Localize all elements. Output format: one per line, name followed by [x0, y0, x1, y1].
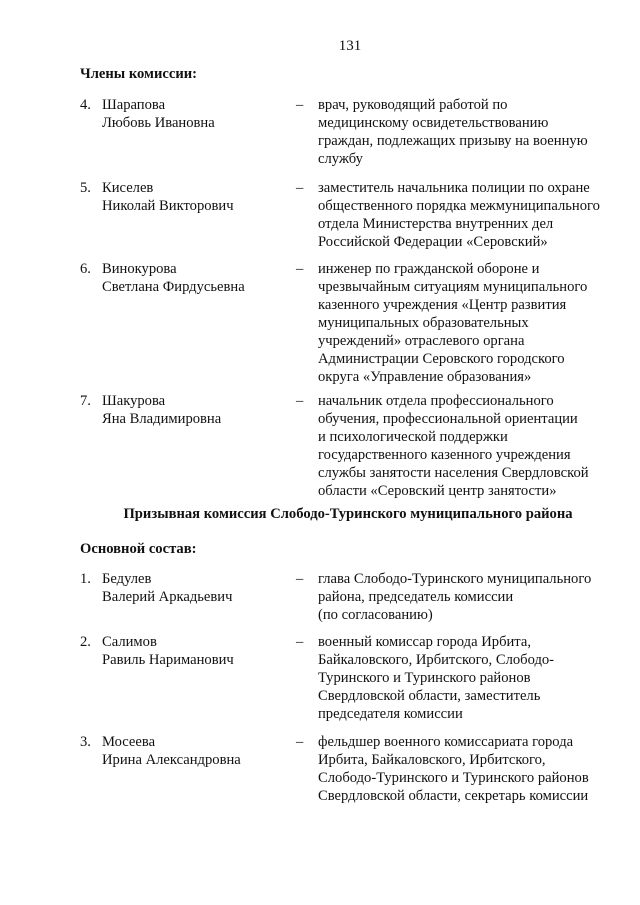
item-number: 1.: [80, 571, 91, 587]
person-name: [102, 733, 292, 769]
position-line: (по согласованию): [318, 607, 433, 623]
position-line: отдела Министерства внутренних дел: [318, 216, 554, 232]
person-position: [318, 733, 618, 805]
position-line: Российской Федерации «Серовский»: [318, 234, 548, 250]
position-line: округа «Управление образования»: [318, 369, 532, 385]
members-heading: Члены комиссии:: [80, 66, 198, 82]
person-given-name: Ирина Александровна: [102, 752, 241, 768]
position-line: области «Серовский центр занятости»: [318, 483, 557, 499]
position-line: государственного казенного учреждения: [318, 447, 571, 463]
position-line: службу: [318, 151, 363, 167]
item-number: 5.: [80, 180, 91, 196]
position-line: казенного учреждения «Центр развития: [318, 297, 567, 313]
person-surname: Киселев: [102, 180, 154, 196]
dash-separator: –: [296, 571, 304, 587]
position-line: Администрации Серовского городского: [318, 351, 565, 367]
position-line: медицинскому освидетельствованию: [318, 115, 549, 131]
item-number: 6.: [80, 261, 91, 277]
main-composition-heading: Основной состав:: [80, 541, 197, 557]
item-number: 3.: [80, 734, 91, 750]
person-surname: Шакурова: [102, 393, 166, 409]
person-surname: Бедулев: [102, 571, 152, 587]
dash-separator: –: [296, 97, 304, 113]
person-position: [318, 96, 618, 168]
dash-separator: –: [296, 734, 304, 750]
person-name: [102, 260, 292, 296]
position-line: начальник отдела профессионального: [318, 393, 554, 409]
position-line: обучения, профессиональной ориентации: [318, 411, 578, 427]
dash-separator: –: [296, 180, 304, 196]
dash-separator: –: [296, 634, 304, 650]
position-line: и психологической поддержки: [318, 429, 508, 445]
person-surname: Мосеева: [102, 734, 156, 750]
position-line: общественного порядка межмуниципального: [318, 198, 600, 214]
person-name: [102, 392, 292, 428]
position-line: Байкаловского, Ирбитского, Слободо-: [318, 652, 555, 668]
person-given-name: Светлана Фирдусьевна: [102, 279, 245, 295]
person-surname: Салимов: [102, 634, 157, 650]
person-position: [318, 179, 618, 251]
page-number: 131: [338, 38, 362, 54]
item-number: 2.: [80, 634, 91, 650]
person-name: [102, 633, 292, 669]
position-line: глава Слободо-Туринского муниципального: [318, 571, 592, 587]
dash-separator: –: [296, 261, 304, 277]
position-line: муниципальных образовательных: [318, 315, 529, 331]
position-line: Ирбита, Байкаловского, Ирбитского,: [318, 752, 546, 768]
position-line: граждан, подлежащих призыву на военную: [318, 133, 588, 149]
item-number: 7.: [80, 393, 91, 409]
position-line: военный комиссар города Ирбита,: [318, 634, 531, 650]
position-line: фельдшер военного комиссариата города: [318, 734, 574, 750]
person-position: [318, 570, 618, 624]
person-position: [318, 260, 618, 386]
person-given-name: Николай Викторович: [102, 198, 234, 214]
position-line: Свердловской области, секретарь комиссии: [318, 788, 589, 804]
person-name: [102, 570, 292, 606]
position-line: председателя комиссии: [318, 706, 463, 722]
position-line: района, председатель комиссии: [318, 589, 514, 605]
person-surname: Винокурова: [102, 261, 177, 277]
item-number: 4.: [80, 97, 91, 113]
dash-separator: –: [296, 393, 304, 409]
position-line: службы занятости населения Свердловской: [318, 465, 589, 481]
position-line: Свердловской области, заместитель: [318, 688, 541, 704]
position-line: Туринского и Туринского районов: [318, 670, 531, 686]
commission-title: Призывная комиссия Слободо-Туринского муниципального района: [123, 506, 573, 522]
person-given-name: Равиль Нариманович: [102, 652, 234, 668]
person-given-name: Любовь Ивановна: [102, 115, 215, 131]
person-surname: Шарапова: [102, 97, 166, 113]
position-line: врач, руководящий работой по: [318, 97, 508, 113]
position-line: учреждений» отраслевого органа: [318, 333, 525, 349]
position-line: заместитель начальника полиции по охране: [318, 180, 590, 196]
person-position: [318, 392, 618, 500]
position-line: Слободо-Туринского и Туринского районов: [318, 770, 589, 786]
person-name: [102, 179, 292, 215]
person-name: [102, 96, 292, 132]
person-given-name: Валерий Аркадьевич: [102, 589, 233, 605]
position-line: чрезвычайным ситуациям муниципального: [318, 279, 588, 295]
person-position: [318, 633, 618, 723]
person-given-name: Яна Владимировна: [102, 411, 222, 427]
position-line: инженер по гражданской обороне и: [318, 261, 540, 277]
